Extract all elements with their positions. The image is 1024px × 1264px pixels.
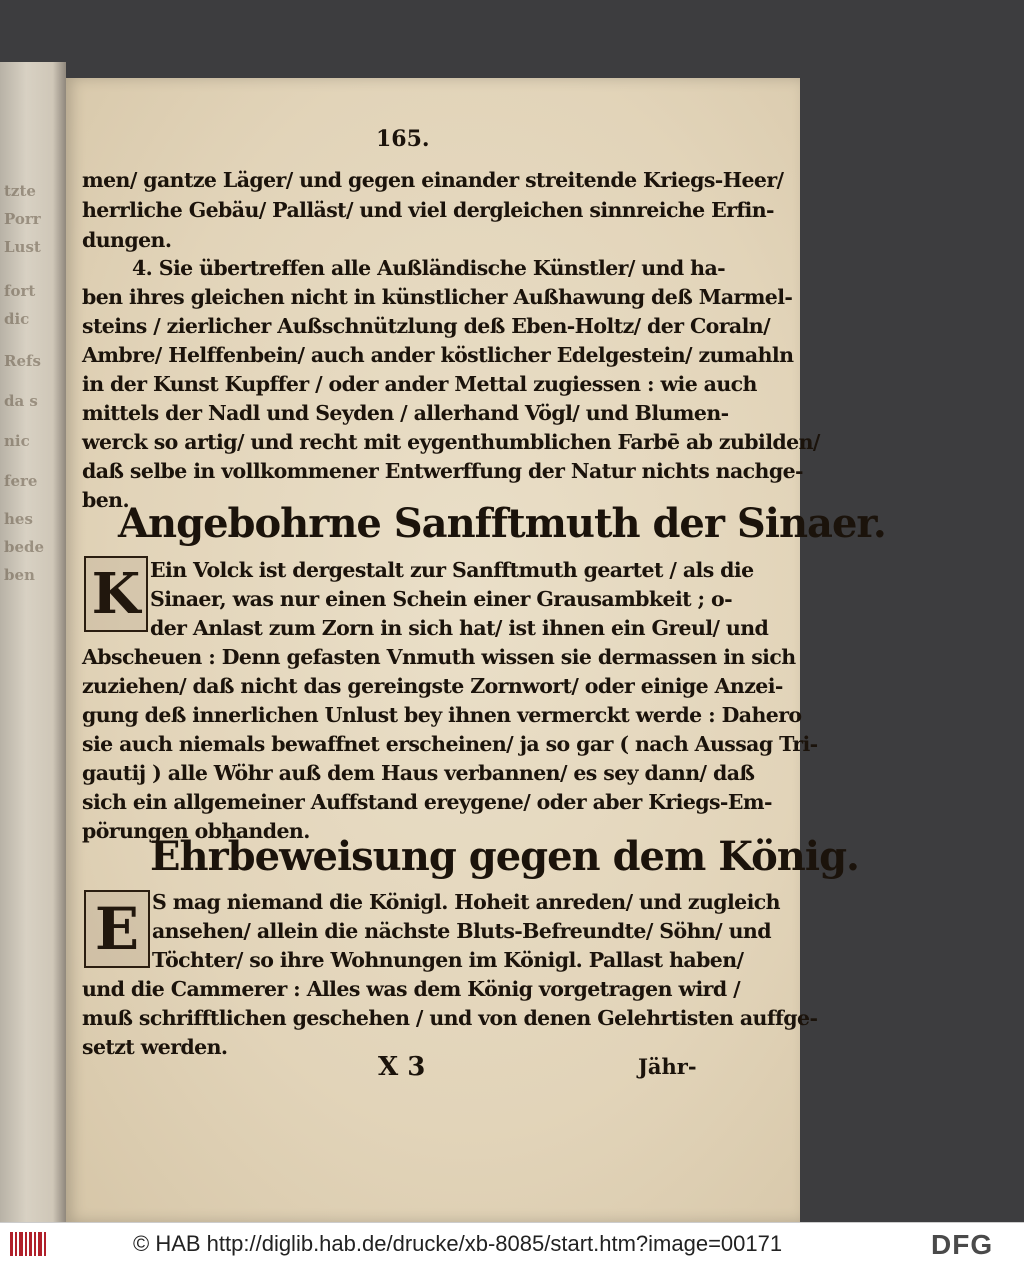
text-line: ansehen/ allein die nächste Bluts-Befreundte/ Söhn/ und bbox=[152, 919, 771, 943]
text-line: Abscheuen : Denn gefasten Vnmuth wissen sie dermassen in sich bbox=[82, 645, 796, 669]
prev-page-fragment: fere bbox=[4, 472, 38, 490]
text-line: S mag niemand die Königl. Hoheit anreden/ und zugleich bbox=[152, 890, 780, 914]
prev-page-fragment: dic bbox=[4, 310, 30, 328]
footer-bar bbox=[0, 1222, 1024, 1264]
section-heading: Angebohrne Sanfftmuth der Sinaer. bbox=[118, 500, 886, 547]
source-link[interactable]: © HAB http://diglib.hab.de/drucke/xb-8085/start.htm?image=00171 bbox=[133, 1231, 783, 1256]
prev-page-fragment: fort bbox=[4, 282, 36, 300]
text-line: Sinaer, was nur einen Schein einer Grausambkeit ; o- bbox=[150, 587, 733, 611]
hab-barcode-logo-icon bbox=[8, 1229, 48, 1259]
text-line: zuziehen/ daß nicht das gereingste Zornwort/ oder einige Anzei- bbox=[82, 674, 783, 698]
text-line: men/ gantze Läger/ und gegen einander streitende Kriegs-Heer/ bbox=[82, 168, 784, 192]
text-line: werck so artig/ und recht mit eygenthumblichen Farbē ab zubilden/ bbox=[82, 430, 820, 454]
text-line: mittels der Nadl und Seyden / allerhand Vögl/ und Blumen- bbox=[82, 401, 729, 425]
text-line: herrliche Gebäu/ Palläst/ und viel dergleichen sinnreiche Erfin- bbox=[82, 198, 774, 222]
text-line: 4. Sie übertreffen alle Außländische Künstler/ und ha- bbox=[132, 256, 726, 280]
text-line: ben ihres gleichen nicht in künstlicher Außhawung deß Marmel- bbox=[82, 285, 793, 309]
text-line: setzt werden. bbox=[82, 1035, 228, 1059]
prev-page-fragment: hes bbox=[4, 510, 33, 528]
book-page bbox=[66, 78, 886, 1222]
text-line: daß selbe in vollkommener Entwerffung der Natur nichts nachge- bbox=[82, 459, 803, 483]
text-line: Ambre/ Helffenbein/ auch ander köstlicher Edelgestein/ zumahln bbox=[82, 343, 794, 367]
previous-page-edge bbox=[0, 62, 66, 1222]
text-line: sich ein allgemeiner Auffstand ereygene/ oder aber Kriegs-Em- bbox=[82, 790, 772, 814]
text-line: der Anlast zum Zorn in sich hat/ ist ihnen ein Greul/ und bbox=[150, 616, 769, 640]
text-line: Ein Volck ist dergestalt zur Sanfftmuth geartet / als die bbox=[150, 558, 754, 582]
page-number: 165. bbox=[376, 126, 430, 152]
text-line: Töchter/ so ihre Wohnungen im Königl. Pallast haben/ bbox=[152, 948, 744, 972]
prev-page-fragment: bede bbox=[4, 538, 45, 556]
text-line: in der Kunst Kupffer / oder ander Mettal zugiessen : wie auch bbox=[82, 372, 757, 396]
prev-page-fragment: Porr bbox=[4, 210, 41, 228]
section-heading: Ehrbeweisung gegen dem König. bbox=[150, 833, 859, 880]
prev-page-fragment: Refs bbox=[4, 352, 41, 370]
text-line: muß schrifftlichen geschehen / und von denen Gelehrtisten auffge- bbox=[82, 1006, 818, 1030]
catchword: Jähr- bbox=[638, 1054, 697, 1079]
text-line: dungen. bbox=[82, 228, 172, 252]
prev-page-fragment: tzte bbox=[4, 182, 36, 200]
prev-page-fragment: Lust bbox=[4, 238, 41, 256]
decorated-initial: E bbox=[84, 890, 150, 968]
prev-page-fragment: ben bbox=[4, 566, 35, 584]
prev-page-fragment: nic bbox=[4, 432, 30, 450]
text-line: ben. bbox=[82, 488, 130, 512]
text-line: und die Cammerer : Alles was dem König vorgetragen wird / bbox=[82, 977, 741, 1001]
text-line: sie auch niemals bewaffnet erscheinen/ ja so gar ( nach Aussag Tri- bbox=[82, 732, 818, 756]
text-line: steins / zierlicher Außschnützlung deß Eben-Holtz/ der Coraln/ bbox=[82, 314, 770, 338]
prev-page-fragment: da s bbox=[4, 392, 38, 410]
text-line: gautij ) alle Wöhr auß dem Haus verbannen/ es sey dann/ daß bbox=[82, 761, 755, 785]
decorated-initial: K bbox=[84, 556, 148, 632]
text-line: gung deß innerlichen Unlust bey ihnen vermerckt werde : Dahero bbox=[82, 703, 802, 727]
signature-mark: X 3 bbox=[378, 1052, 426, 1082]
dfg-logo: DFG bbox=[931, 1229, 994, 1260]
text-line: pörungen obhanden. bbox=[82, 819, 310, 843]
